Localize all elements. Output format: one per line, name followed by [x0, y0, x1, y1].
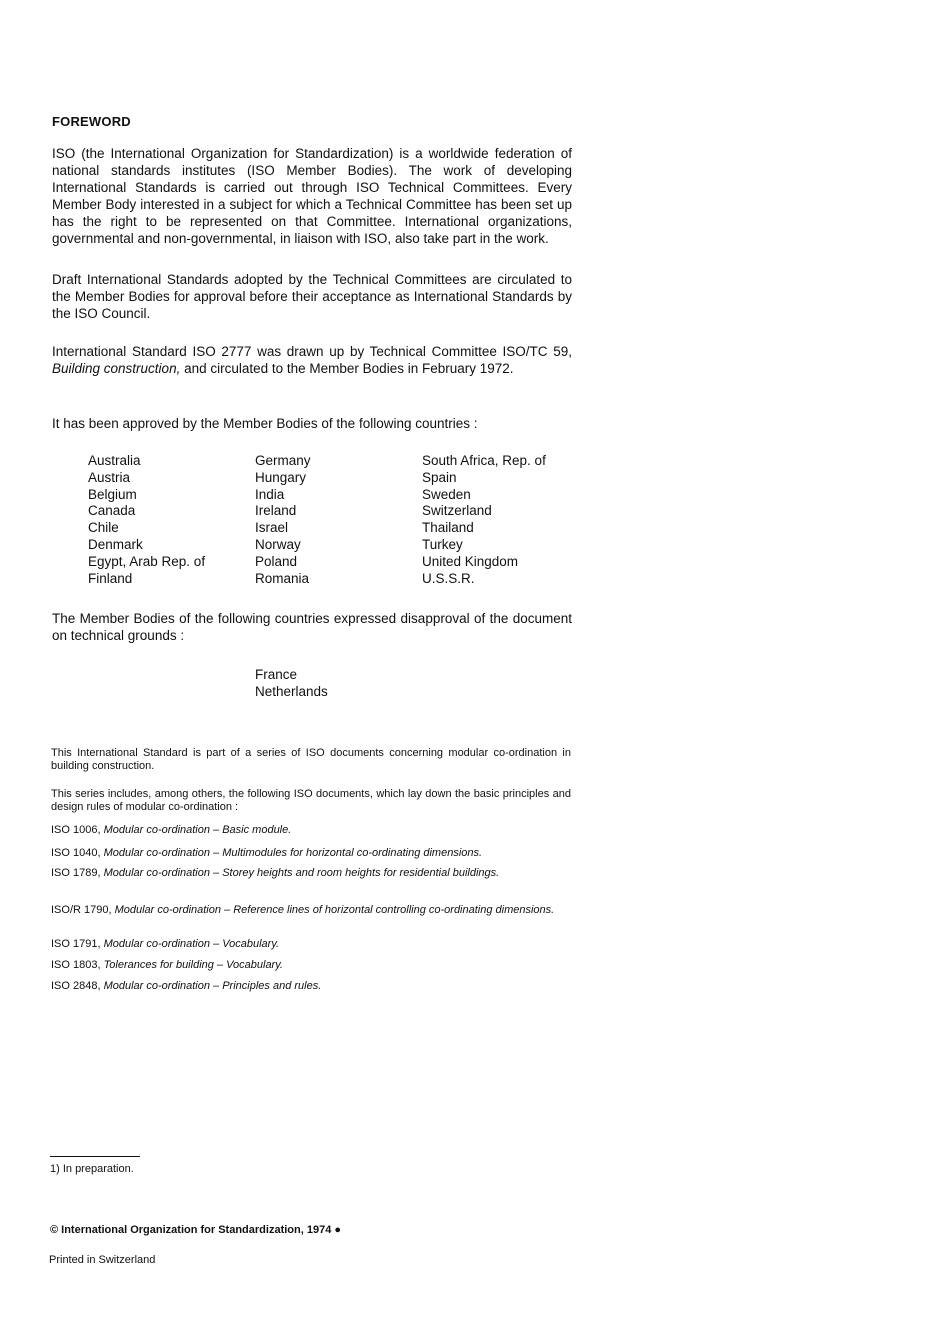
foreword-heading: FOREWORD	[52, 114, 131, 129]
reference-item	[51, 959, 571, 972]
country-name: Chile	[88, 520, 119, 536]
country-name: Netherlands	[255, 684, 328, 699]
reference-code: ISO 1803,	[51, 959, 104, 971]
disapproval-intro: The Member Bodies of the following countries expressed disapproval of the document on technical grounds :	[52, 611, 572, 643]
copyright-notice: © International Organization for Standardization, 1974 ●	[50, 1224, 342, 1236]
country-name: Israel	[255, 520, 289, 536]
country-name: Thailand	[422, 520, 474, 536]
approving-countries-column-3	[422, 453, 546, 587]
country-name: Hungary	[255, 469, 307, 485]
foreword-paragraph-drafts: Draft International Standards adopted by the Technical Committees are circulated to the Member Bodies for approval before their acceptance as International Standards by the ISO Council.	[52, 272, 572, 321]
reference-code: ISO 1789,	[51, 867, 104, 879]
reference-title: Modular co-ordination – Storey heights and room heights for residential buildings.	[103, 867, 500, 879]
reference-code: ISO 1791,	[51, 938, 104, 950]
country-name: U.S.S.R.	[422, 570, 475, 586]
reference-title: Modular co-ordination – Reference lines of horizontal controlling co-ordinating dimensions.	[114, 904, 555, 916]
reference-item	[51, 904, 571, 917]
reference-item	[51, 824, 571, 837]
country-name: Poland	[255, 553, 298, 569]
country-name: Egypt, Arab Rep. of	[88, 553, 206, 569]
country-name: South Africa, Rep. of	[422, 453, 546, 468]
standard-tc-title: Building construction,	[52, 361, 181, 376]
approving-countries-column-1	[88, 453, 205, 587]
country-name: Denmark	[88, 536, 143, 552]
reference-code: ISO 1006,	[51, 824, 104, 836]
reference-item	[51, 938, 571, 951]
reference-code: ISO/R 1790,	[51, 904, 115, 916]
foreword-paragraph-standard	[52, 343, 572, 377]
country-name: Norway	[255, 536, 301, 552]
country-name: Austria	[88, 469, 131, 485]
reference-title: Modular co-ordination – Basic module.	[103, 824, 292, 836]
reference-item	[51, 847, 571, 860]
series-includes-note: This series includes, among others, the following ISO documents, which lay down the basic principles and design rules of modular co-ordination :	[51, 788, 571, 813]
footnote: 1) In preparation.	[50, 1163, 134, 1175]
country-name: India	[255, 486, 285, 502]
printed-in-notice: Printed in Switzerland	[49, 1254, 156, 1266]
approval-intro: It has been approved by the Member Bodies of the following countries :	[52, 416, 478, 431]
series-note: This International Standard is part of a series of ISO documents concerning modular co-ordination in building construction.	[51, 747, 571, 772]
country-name: United Kingdom	[422, 553, 519, 569]
country-name: Finland	[88, 570, 133, 586]
reference-title: Tolerances for building – Vocabulary.	[103, 959, 283, 971]
approving-countries-column-2	[255, 453, 311, 587]
reference-code: ISO 1040,	[51, 847, 104, 859]
country-name: Australia	[88, 453, 141, 468]
country-name: Romania	[255, 570, 310, 586]
reference-title: Modular co-ordination – Multimodules for horizontal co-ordinating dimensions.	[103, 847, 483, 859]
disapproving-countries	[255, 666, 328, 700]
reference-code: ISO 2848,	[51, 980, 104, 992]
standard-text-post: and circulated to the Member Bodies in February 1972.	[180, 361, 514, 376]
standard-text-pre: International Standard ISO 2777 was drawn up by Technical Committee ISO/TC 59,	[52, 344, 572, 359]
reference-item	[51, 867, 571, 880]
country-name: Spain	[422, 469, 457, 485]
country-name: Turkey	[422, 536, 463, 552]
reference-title: Modular co-ordination – Vocabulary.	[103, 938, 280, 950]
country-name: France	[255, 667, 298, 682]
country-name: Canada	[88, 503, 136, 519]
country-name: Belgium	[88, 486, 137, 502]
country-name: Switzerland	[422, 503, 492, 519]
reference-title: Modular co-ordination – Principles and rules.	[103, 980, 322, 992]
country-name: Sweden	[422, 486, 471, 502]
reference-item	[51, 980, 571, 993]
foreword-paragraph-iso: ISO (the International Organization for Standardization) is a worldwide federation of national standards institutes (ISO Member Bodies). The work of developing International Standards is carried out through ISO Technical Committees. Every Member Body interested in a subject for which a Technical Committee has been set up has the right to be represented on that Committee. International organizations, governmental and non-governmental, in liaison with ISO, also take part in the work.	[52, 146, 572, 246]
country-name: Germany	[255, 453, 311, 468]
footnote-divider	[50, 1156, 140, 1157]
country-name: Ireland	[255, 503, 297, 519]
